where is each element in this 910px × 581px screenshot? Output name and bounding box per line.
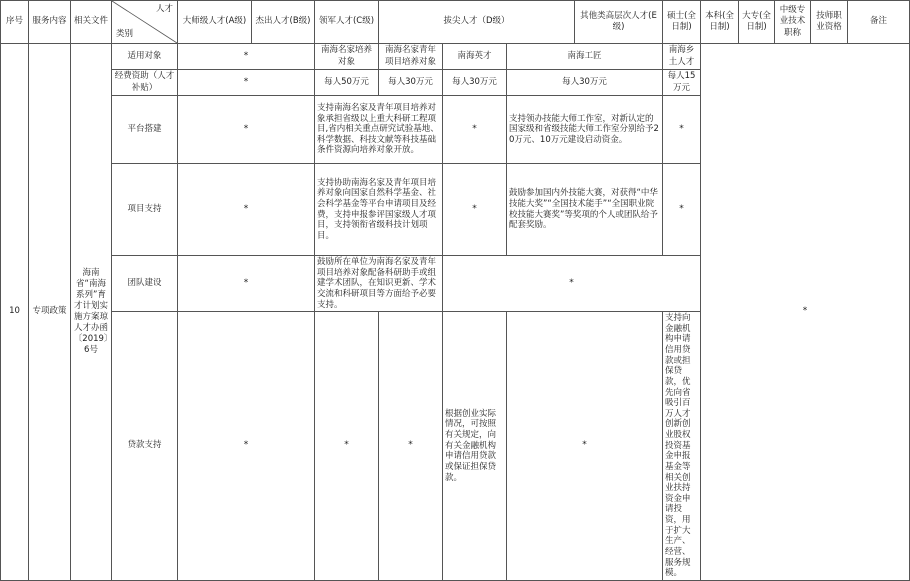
category-project: 项目支持 — [112, 164, 178, 256]
funding-elite: 每人30万元 — [443, 70, 507, 96]
applicable-young: 南海名家青年项目培养对象 — [379, 44, 443, 70]
project-rural-star: * — [663, 164, 701, 256]
header-diag-top: 人才 — [155, 4, 173, 14]
funding-leading: 每人50万元 — [315, 70, 379, 96]
row-seq: 10 — [1, 44, 29, 581]
row-doc: 海南省“南海系列”育才计划实施方案琼人才办函〔2019〕6号 — [71, 44, 112, 581]
lower-tiers-star: * — [701, 44, 910, 581]
team-rest-star: * — [443, 256, 701, 312]
platform-ab-star: * — [178, 96, 315, 164]
platform-craftsman-text: 支持领办技能大师工作室，对新认定的国家级和省级技能大师工作室分别给予20万元、10万元建设启动资金。 — [507, 96, 663, 164]
project-ab-star: * — [178, 164, 315, 256]
project-elite-star: * — [443, 164, 507, 256]
loan-elite-text: 根据创业实际情况，可按照有关规定，向有关金融机构申请信用贷款或保证担保贷款。 — [443, 312, 507, 581]
applicable-elite: 南海英才 — [443, 44, 507, 70]
header-top: 拔尖人才（D级） — [379, 1, 575, 44]
funding-craftsman: 每人30万元 — [507, 70, 663, 96]
header-remark: 备注 — [848, 1, 910, 44]
row-applicable — [1, 44, 910, 70]
header-service: 服务内容 — [29, 1, 71, 44]
loan-rural-text: 支持向金融机构申请信用贷款或担保贷款，优先向省吸引百万人才创新创业股权投资基金申报基金等相关创业扶持资金申请投资，用于扩大生产、经营、服务规模。 — [663, 312, 701, 581]
funding-rural: 每人15万元 — [663, 70, 701, 96]
applicable-craftsman: 南海工匠 — [507, 44, 663, 70]
project-leading-text: 支持协助南海名家及青年项目培养对象向国家自然科学基金、社会科学基金等平台申请项目及经费，支持申报参评国家级人才项目，支持领衔省级科技计划项目。 — [315, 164, 443, 256]
header-master: 大师级人才(A级) — [178, 1, 252, 44]
category-funding: 经费资助（人才补贴） — [112, 70, 178, 96]
header-row — [1, 1, 910, 44]
header-diag-bottom: 类别 — [116, 28, 134, 39]
category-loan: 贷款支持 — [112, 312, 178, 581]
header-diagonal-cell — [112, 1, 178, 44]
platform-rural-star: * — [663, 96, 701, 164]
project-craftsman-text: 鼓励参加国内外技能大赛，对获得“中华技能大奖”“全国技术能手”“全国职业院校技能大赛奖”等奖项的个人或团队给予配套奖励。 — [507, 164, 663, 256]
header-college-ft: 大专(全日制) — [739, 1, 775, 44]
loan-ab-star: * — [178, 312, 315, 581]
loan-leading-star: * — [315, 312, 379, 581]
platform-leading-text: 支持南海名家及青年项目培养对象承担省级以上重大科研工程项目,省内相关重点研究试验基地、科学数据、科技文献等科技基础条件资源向培养对象开放。 — [315, 96, 443, 164]
header-bachelor-ft: 本科(全日制) — [701, 1, 739, 44]
header-masters-ft: 硕士(全日制) — [663, 1, 701, 44]
category-applicable: 适用对象 — [112, 44, 178, 70]
loan-craftsman-star: * — [507, 312, 663, 581]
header-outstanding: 杰出人才(B级) — [252, 1, 315, 44]
funding-ab-star: * — [178, 70, 315, 96]
header-mid-title: 中级专业技术职称 — [775, 1, 811, 44]
row-service: 专项政策 — [29, 44, 71, 581]
applicable-leading: 南海名家培养对象 — [315, 44, 379, 70]
loan-young-star: * — [379, 312, 443, 581]
category-team: 团队建设 — [112, 256, 178, 312]
team-leading-text: 鼓励所在单位为南海名家及青年项目培养对象配备科研助手或组建学术团队，在知识更新、学术交流和科研项目等方面给予必要支持。 — [315, 256, 443, 312]
header-seq: 序号 — [1, 1, 29, 44]
header-doc: 相关文件 — [71, 1, 112, 44]
platform-elite-star: * — [443, 96, 507, 164]
header-leading: 领军人才(C级) — [315, 1, 379, 44]
header-technician: 技师职业资格 — [811, 1, 848, 44]
team-ab-star: * — [178, 256, 315, 312]
category-platform: 平台搭建 — [112, 96, 178, 164]
header-other-high: 其他类高层次人才(E级) — [575, 1, 663, 44]
applicable-rural: 南海乡土人才 — [663, 44, 701, 70]
funding-young: 每人30万元 — [379, 70, 443, 96]
applicable-ab-star: * — [178, 44, 315, 70]
